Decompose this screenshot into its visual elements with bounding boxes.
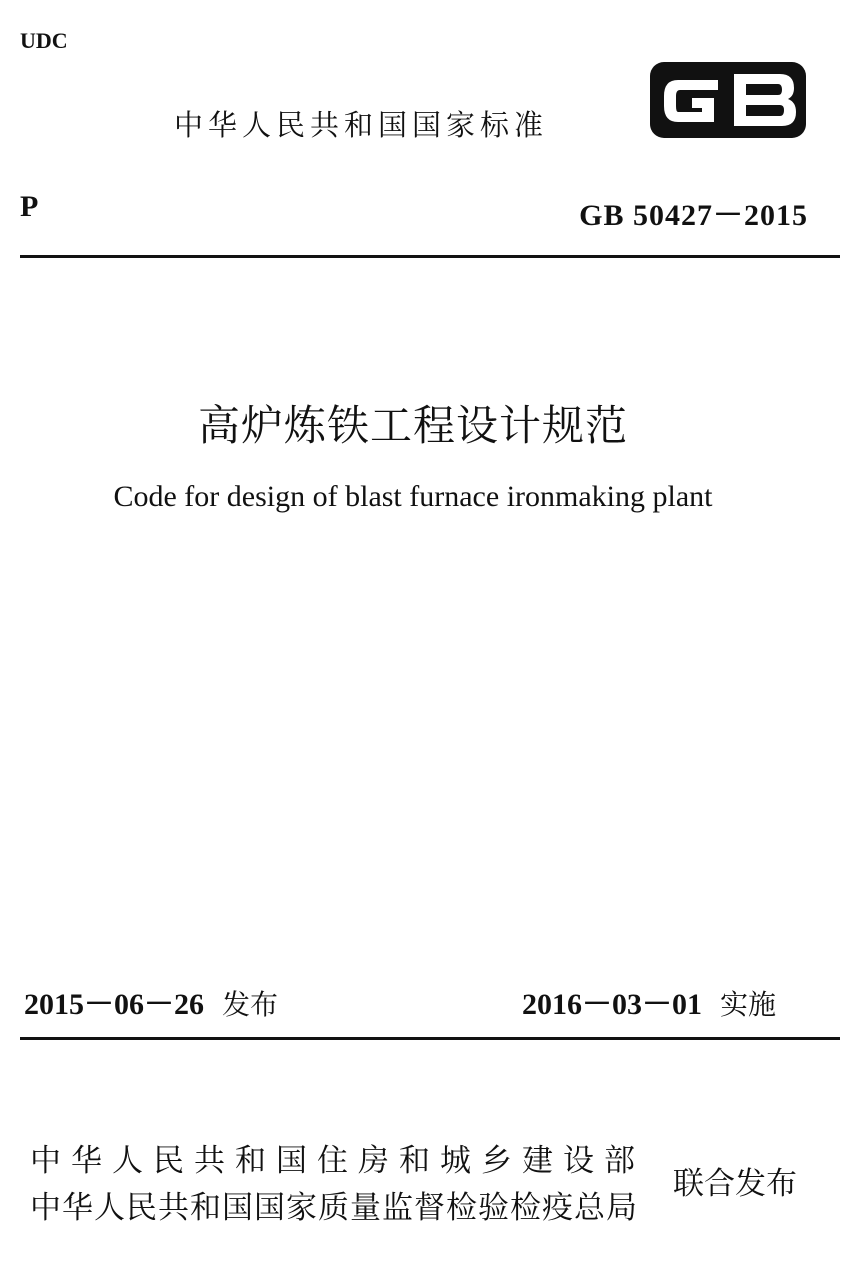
top-divider [20, 255, 840, 258]
publisher-line-1: 中华人民共和国住房和城乡建设部 [30, 1143, 645, 1179]
bottom-divider [20, 1037, 840, 1040]
effective-date: 2016－03－01 [522, 988, 702, 1021]
effective-date-row [522, 979, 776, 1023]
udc-label: UDC [20, 28, 68, 53]
issue-date-row [24, 979, 278, 1023]
issue-label: 发布 [222, 988, 279, 1021]
title-english: Code for design of blast furnace ironmaking plant [113, 480, 713, 513]
title-chinese: 高炉炼铁工程设计规范 [197, 401, 628, 450]
classification-code: P [20, 190, 39, 223]
issue-date: 2015－06－26 [24, 988, 204, 1021]
gb-logo-icon [648, 60, 808, 140]
effective-label: 实施 [720, 988, 777, 1021]
standard-number: GB 50427－2015 [579, 199, 808, 232]
national-standard-heading: 中华人民共和国国家标准 [174, 108, 549, 142]
publisher-line-2: 中华人民共和国国家质量监督检验检疫总局 [30, 1190, 638, 1226]
joint-publish-label: 联合发布 [673, 1166, 797, 1202]
